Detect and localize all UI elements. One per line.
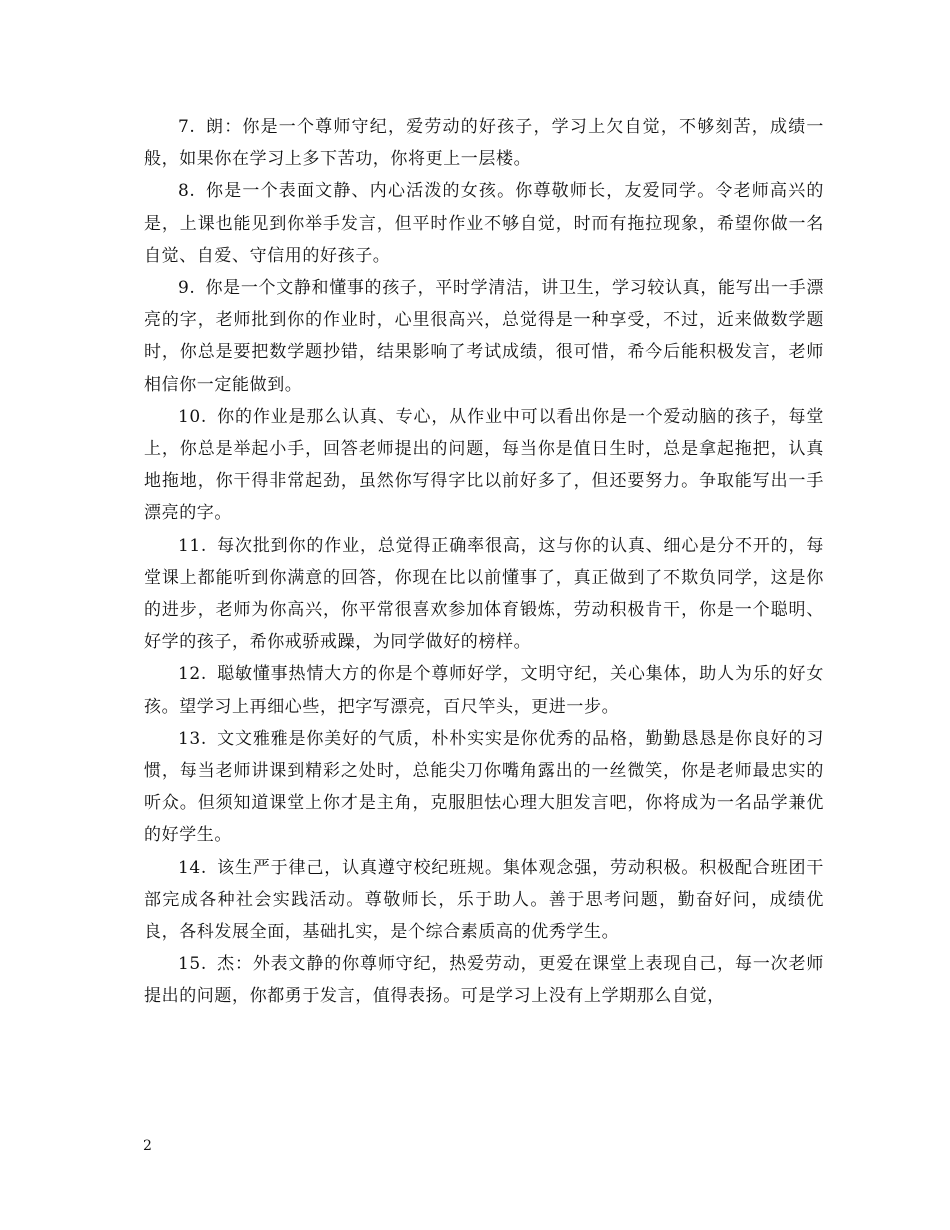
paragraph-11 [144, 530, 824, 659]
paragraph-number: 11. [178, 535, 207, 556]
paragraph-9 [144, 272, 824, 401]
paragraph-13 [144, 723, 824, 852]
paragraph-number: 7. [178, 117, 196, 137]
paragraph-14 [144, 852, 824, 949]
paragraph-10 [144, 401, 824, 530]
paragraph-text: 每次批到你的作业，总觉得正确率很高，这与你的认真、细心是分不开的，每堂课上都能听到你满意的回答，你现在比以前懂事了，真正做到了不欺负同学，这是你的进步，老师为你高兴，你平常很喜欢参加体育锻炼，劳动积极肯干，你是一个聪明、好学的孩子，希你戒骄戒躁，为同学做好的榜样。 [144, 535, 824, 653]
paragraph-number: 8. [178, 181, 196, 202]
paragraph-8 [144, 175, 824, 272]
paragraph-text: 该生严于律己，认真遵守校纪班规。集体观念强，劳动积极。积极配合班团干部完成各种社会实践活动。尊敬师长，乐于助人。善于思考问题，勤奋好问，成绩优良，各科发展全面，基础扎实，是个综合素质高的优秀学生。 [144, 857, 824, 943]
paragraph-number: 9. [178, 278, 196, 299]
paragraph-text: 聪敏懂事热情大方的你是个尊师好学，文明守纪，关心集体，助人为乐的好女孩。望学习上再细心些，把字写漂亮，百尺竿头，更进一步。 [144, 664, 824, 717]
paragraph-text: 你是一个表面文静、内心活泼的女孩。你尊敬师长，友爱同学。令老师高兴的是，上课也能见到你举手发言，但平时作业不够自觉，时而有拖拉现象，希望你做一名自觉、自爱、守信用的好孩子。 [144, 181, 824, 266]
paragraph-number: 14. [178, 857, 207, 878]
paragraph-number: 13. [178, 728, 207, 749]
paragraph-text: 朗：你是一个尊师守纪，爱劳动的好孩子，学习上欠自觉，不够刻苦，成绩一般，如果你在学习上多下苦功，你将更上一层楼。 [144, 117, 824, 170]
document-body [144, 111, 824, 1013]
paragraph-number: 15. [178, 954, 207, 975]
paragraph-text: 文文雅雅是你美好的气质，朴朴实实是你优秀的品格，勤勤恳恳是你良好的习惯，每当老师讲课到精彩之处时，总能尖刀你嘴角露出的一丝微笑，你是老师最忠实的听众。但须知道课堂上你才是主角，克服胆怯心理大胆发言吧，你将成为一名品学兼优的好学生。 [144, 728, 824, 846]
page-number: 2 [143, 1138, 152, 1154]
paragraph-7 [144, 111, 824, 175]
paragraph-text: 杰：外表文静的你尊师守纪，热爱劳动，更爱在课堂上表现自己，每一次老师提出的问题，你都勇于发言，值得表扬。可是学习上没有上学期那么自觉， [144, 954, 824, 1007]
paragraph-number: 12. [178, 664, 207, 685]
paragraph-text: 你是一个文静和懂事的孩子，平时学清洁，讲卫生，学习较认真，能写出一手漂亮的字，老师批到你的作业时，心里很高兴，总觉得是一种享受，不过，近来做数学题时，你总是要把数学题抄错，结果影响了考试成绩，很可惜，希今后能积极发言，老师相信你一定能做到。 [144, 278, 824, 395]
paragraph-12 [144, 658, 824, 722]
paragraph-text: 你的作业是那么认真、专心，从作业中可以看出你是一个爱动脑的孩子，每堂上，你总是举起小手，回答老师提出的问题，每当你是值日生时，总是拿起拖把，认真地拖地，你干得非常起劲，虽然你写得字比以前好多了，但还要努力。争取能写出一手漂亮的字。 [144, 406, 824, 524]
paragraph-15 [144, 948, 824, 1012]
paragraph-number: 10. [178, 406, 207, 427]
